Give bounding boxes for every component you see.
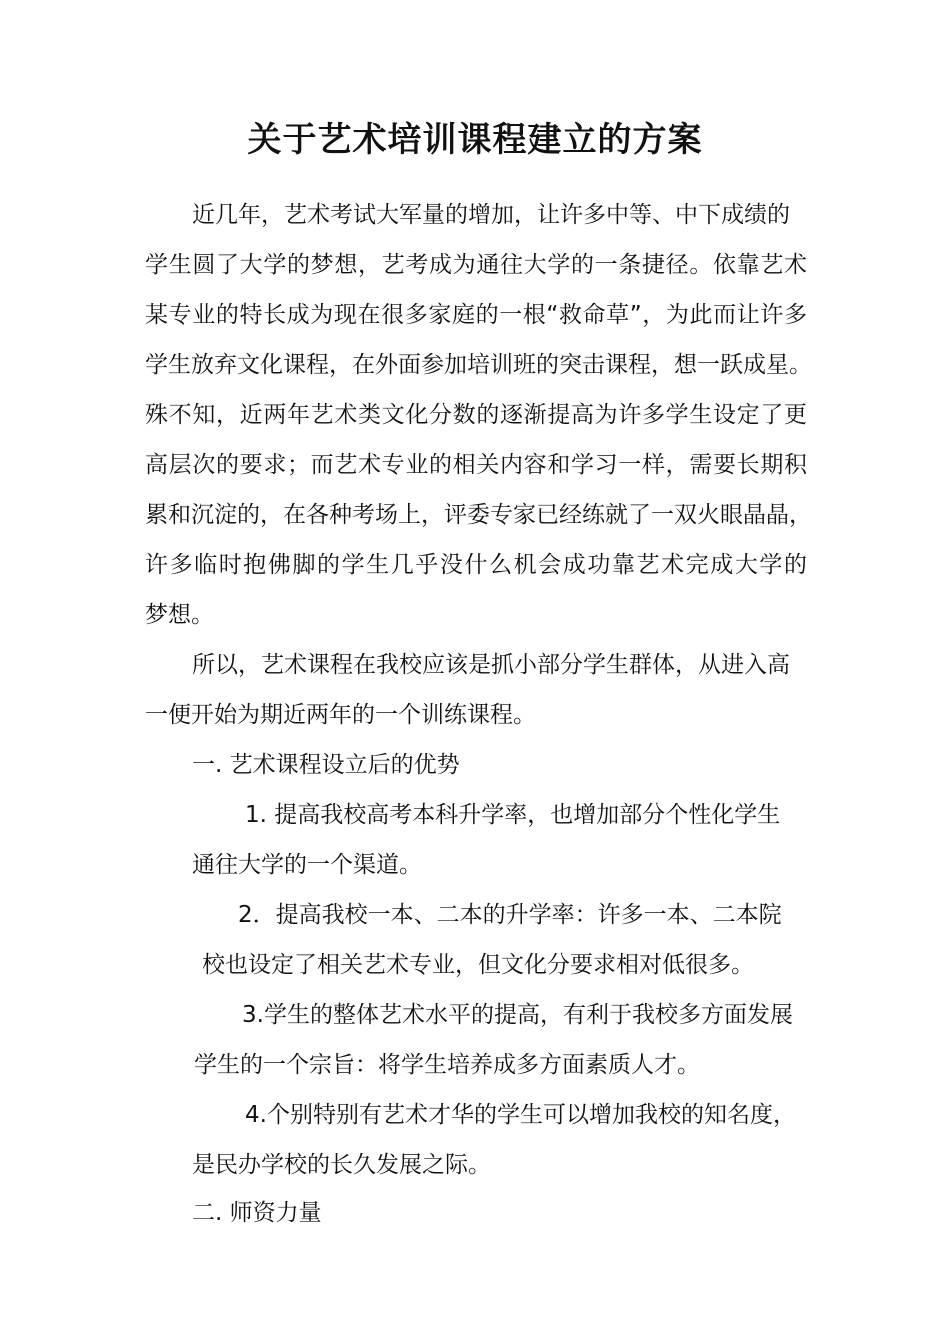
body-line-11: 一便开始为期近两年的一个训练课程。 — [145, 702, 536, 728]
list-item-3-line-1: 3.学生的整体艺术水平的提高，有利于我校多方面发展 — [242, 1002, 793, 1028]
body-line-5: 殊不知，近两年艺术类文化分数的逐渐提高为许多学生设定了更 — [145, 402, 807, 428]
list-item-4-line-1: 4.个别特别有艺术才华的学生可以增加我校的知名度， — [245, 1102, 796, 1128]
body-line-4: 学生放弃文化课程，在外面参加培训班的突击课程，想一跃成星。 — [145, 352, 812, 378]
body-line-1: 近几年，艺术考试大军量的增加，让许多中等、中下成绩的 — [192, 202, 790, 228]
document-title: 关于艺术培训课程建立的方案 — [247, 120, 703, 160]
body-line-3: 某专业的特长成为现在很多家庭的一根“救命草”，为此而让许多 — [145, 302, 807, 328]
list-item-4-line-2: 是民办学校的长久发展之际。 — [192, 1152, 491, 1178]
section-heading-1: 一. 艺术课程设立后的优势 — [192, 752, 460, 778]
list-item-3-line-2: 学生的一个宗旨：将学生培养成多方面素质人才。 — [194, 1052, 700, 1078]
body-line-8: 许多临时抱佛脚的学生几乎没什么机会成功靠艺术完成大学的 — [145, 552, 807, 578]
list-item-2-line-2: 校也设定了相关艺术专业，但文化分要求相对低很多。 — [202, 952, 754, 978]
body-line-6: 高层次的要求；而艺术专业的相关内容和学习一样，需要长期积 — [145, 452, 807, 478]
body-line-2: 学生圆了大学的梦想，艺考成为通往大学的一条捷径。依靠艺术 — [145, 252, 807, 278]
section-heading-2: 二. 师资力量 — [192, 1200, 322, 1226]
body-line-7: 累和沉淀的，在各种考场上，评委专家已经练就了一双火眼晶晶， — [145, 502, 812, 528]
list-item-2-line-1: 2．提高我校一本、二本的升学率：许多一本、二本院 — [238, 902, 782, 928]
list-item-1-line-1: 1. 提高我校高考本科升学率，也增加部分个性化学生 — [245, 802, 781, 828]
body-line-10: 所以，艺术课程在我校应该是抓小部分学生群体，从进入高 — [192, 652, 790, 678]
body-line-9: 梦想。 — [145, 602, 214, 628]
list-item-1-line-2: 通往大学的一个渠道。 — [192, 852, 422, 878]
